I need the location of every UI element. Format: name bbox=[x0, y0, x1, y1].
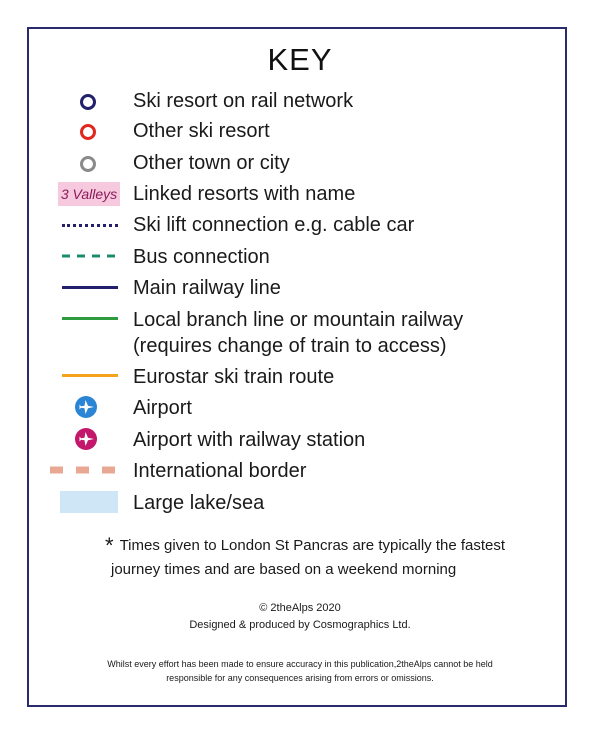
disclaimer-line-2: responsible for any consequences arising from errors or omissions. bbox=[166, 673, 434, 683]
legend-label: Other ski resort bbox=[133, 120, 270, 142]
legend-row-border bbox=[0, 458, 600, 488]
key-title: KEY bbox=[267, 42, 333, 77]
legend-label: Airport with railway station bbox=[133, 429, 366, 451]
legend-label: Airport bbox=[133, 397, 192, 419]
legend-row-airport-station bbox=[0, 427, 600, 457]
legend-row-ski-lift bbox=[0, 212, 600, 242]
solid-navy-line-icon bbox=[62, 286, 118, 289]
legend-label: Other town or city bbox=[133, 152, 290, 174]
legend-label: Eurostar ski train route bbox=[133, 366, 335, 388]
legend-row-lake bbox=[0, 490, 600, 520]
disclaimer-line-1: Whilst every effort has been made to ensure accuracy in this publication,2theAlps cannot be held bbox=[107, 659, 493, 669]
legend-row-main-railway bbox=[0, 275, 600, 305]
legend-label: Ski resort on rail network bbox=[133, 90, 354, 112]
legend-label: International border bbox=[133, 460, 307, 482]
legend-label-secondary: (requires change of train to access) bbox=[133, 335, 447, 357]
legend-label: Main railway line bbox=[133, 277, 281, 299]
legend-row-branch-line bbox=[0, 307, 600, 359]
red-ring-icon bbox=[80, 124, 96, 140]
legend-label: Ski lift connection e.g. cable car bbox=[133, 214, 415, 236]
legend-label: Large lake/sea bbox=[133, 492, 265, 514]
note-line-1: Times given to London St Pancras are typically the fastest bbox=[119, 537, 506, 554]
dashed-green-line-icon bbox=[62, 253, 118, 259]
orange-line-icon bbox=[62, 374, 118, 377]
grey-ring-icon bbox=[80, 156, 96, 172]
legend-row-other-ski-resort bbox=[0, 118, 600, 148]
airport-icon bbox=[75, 396, 97, 418]
border-dash-icon bbox=[50, 465, 122, 475]
legend-label: Bus connection bbox=[133, 246, 270, 268]
legend-label: Local branch line or mountain railway bbox=[133, 309, 464, 331]
solid-green-line-icon bbox=[62, 317, 118, 320]
asterisk: * bbox=[105, 533, 114, 558]
airport-station-icon bbox=[75, 428, 97, 450]
note-line-2: journey times and are based on a weekend morning bbox=[111, 561, 457, 578]
copyright: © 2theAlps 2020 bbox=[259, 602, 341, 614]
designed-by: Designed & produced by Cosmographics Ltd. bbox=[189, 619, 411, 631]
linked-resorts-badge: 3 Valleys bbox=[58, 182, 120, 206]
journey-times-note bbox=[105, 534, 505, 582]
legend-row-eurostar bbox=[0, 364, 600, 394]
legend-row-airport bbox=[0, 395, 600, 425]
legend-row-linked-resorts bbox=[0, 181, 600, 211]
legend-row-other-town bbox=[0, 150, 600, 180]
legend-row-ski-resort-rail bbox=[0, 88, 600, 118]
legend-row-bus bbox=[0, 244, 600, 274]
navy-ring-icon bbox=[80, 94, 96, 110]
legend-label: Linked resorts with name bbox=[133, 183, 356, 205]
dotted-navy-line-icon bbox=[62, 224, 118, 227]
lake-swatch-icon bbox=[60, 491, 118, 513]
